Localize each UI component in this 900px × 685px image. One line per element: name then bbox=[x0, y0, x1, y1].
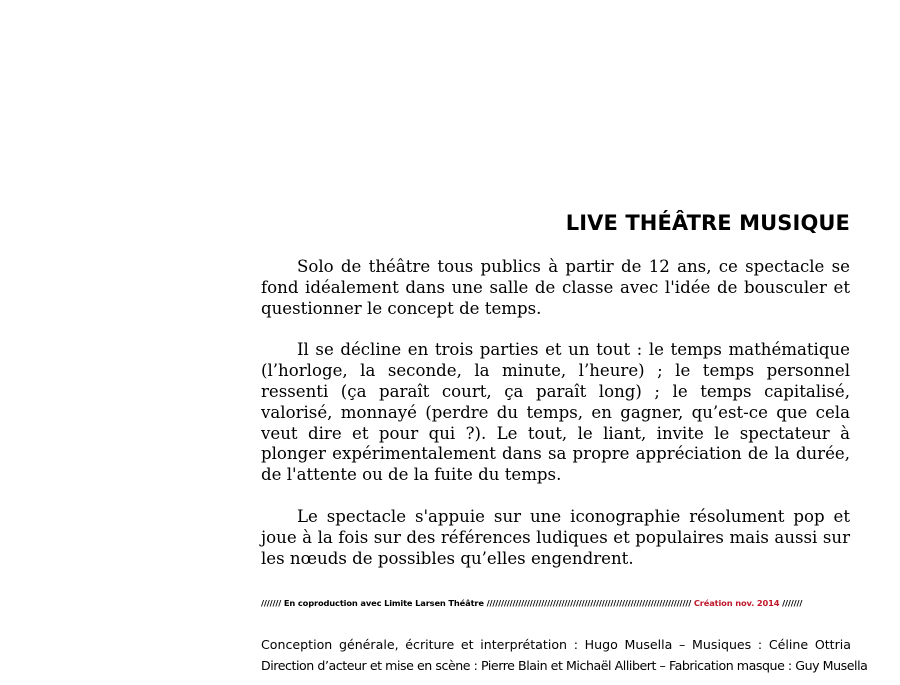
paragraph-iconography: Le spectacle s'appuie sur une iconographie résolument pop et joue à la fois sur des références ludiques et populaires mais aussi sur les nœuds de possibles qu’elles engendrent. bbox=[261, 506, 850, 568]
credits-line-direction: Direction d’acteur et mise en scène : Pierre Blain et Michaël Allibert – Fabrication masque : Guy Musella bbox=[261, 658, 868, 673]
credits-line-conception: Conception générale, écriture et interprétation : Hugo Musella – Musiques : Céline Ottria bbox=[261, 637, 851, 652]
credits-block bbox=[261, 634, 868, 676]
creation-date: Création nov. 2014 bbox=[693, 598, 780, 608]
coproduction-text: /////// En coproduction avec Limite Larsen Théâtre /////////////////////////////////////////////////////////////////////// bbox=[261, 598, 692, 608]
coproduction-line bbox=[261, 598, 851, 608]
paragraph-parts: Il se décline en trois parties et un tout : le temps mathématique (l’horloge, la seconde, la minute, l’heure) ; le temps personnel ressenti (ça paraît court, ça paraît long) ; le temps capitalisé, valorisé, monnayé (perdre du temps, en gagner, qu’est-ce que cela veut dire et pour qui ?). Le tout, le liant, invite le spectateur à plonger expérimentalement dans sa propre appréciation de la durée, de l'attente ou de la fuite du temps. bbox=[261, 340, 850, 485]
description-body bbox=[261, 257, 850, 590]
page-title: LIVE THÉÂTRE MUSIQUE bbox=[565, 211, 850, 235]
coproduction-suffix: /////// bbox=[782, 598, 803, 608]
paragraph-intro: Solo de théâtre tous publics à partir de 12 ans, ce spectacle se fond idéalement dans une salle de classe avec l'idée de bousculer et questionner le concept de temps. bbox=[261, 257, 850, 318]
